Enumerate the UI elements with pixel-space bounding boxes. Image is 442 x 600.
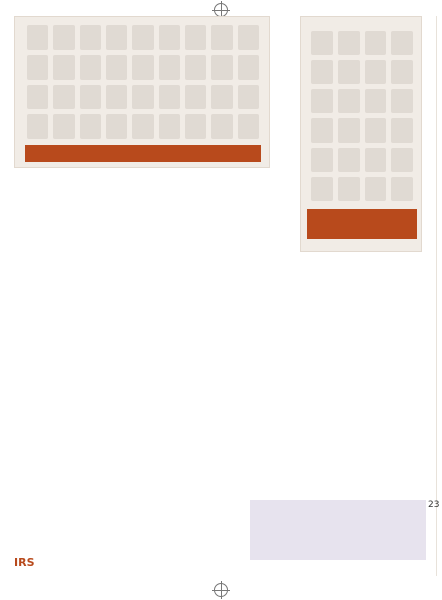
figure-a-caption	[25, 145, 261, 162]
glyph-cell	[106, 55, 127, 80]
glyph-cell	[365, 60, 387, 84]
glyph-cell	[132, 25, 153, 50]
glyph-cell	[53, 85, 74, 110]
glyph-cell	[338, 177, 360, 201]
english-abstract	[250, 500, 426, 560]
glyph-cell	[238, 85, 259, 110]
glyph-cell	[106, 25, 127, 50]
glyph-cell	[106, 85, 127, 110]
glyph-cell	[311, 177, 333, 201]
literature-list	[280, 424, 426, 494]
glyph-cell	[27, 55, 48, 80]
glyph-cell	[185, 25, 206, 50]
glyph-cell	[132, 55, 153, 80]
glyph-cell	[211, 25, 232, 50]
glyph-cell	[27, 85, 48, 110]
body-column-1	[14, 172, 270, 494]
glyph-cell	[185, 55, 206, 80]
glyph-cell	[53, 55, 74, 80]
glyph-cell	[27, 114, 48, 139]
glyph-cell	[27, 25, 48, 50]
glyph-cell	[185, 114, 206, 139]
glyph-cell	[132, 114, 153, 139]
registration-mark-top	[214, 3, 228, 17]
glyph-cell	[53, 114, 74, 139]
glyph-cell	[132, 85, 153, 110]
glyph-grid-a	[27, 25, 259, 139]
glyph-cell	[338, 60, 360, 84]
page-number: 23	[428, 500, 440, 510]
margin-rule	[436, 16, 437, 576]
figure-b-caption	[307, 209, 417, 239]
glyph-cell	[311, 60, 333, 84]
glyph-cell	[211, 114, 232, 139]
glyph-cell	[80, 114, 101, 139]
glyph-cell	[185, 85, 206, 110]
glyph-cell	[338, 118, 360, 142]
glyph-cell	[80, 55, 101, 80]
glyph-cell	[311, 148, 333, 172]
glyph-cell	[311, 89, 333, 113]
glyph-cell	[365, 177, 387, 201]
glyph-table-a	[14, 16, 270, 168]
glyph-cell	[238, 114, 259, 139]
glyph-cell	[159, 55, 180, 80]
glyph-cell	[159, 114, 180, 139]
glyph-cell	[365, 89, 387, 113]
glyph-cell	[311, 118, 333, 142]
glyph-cell	[391, 31, 413, 55]
glyph-cell	[159, 25, 180, 50]
glyph-cell	[211, 85, 232, 110]
glyph-cell	[238, 25, 259, 50]
glyph-cell	[365, 31, 387, 55]
glyph-cell	[238, 55, 259, 80]
glyph-cell	[338, 89, 360, 113]
glyph-cell	[53, 25, 74, 50]
glyph-cell	[391, 177, 413, 201]
glyph-cell	[365, 148, 387, 172]
glyph-cell	[391, 148, 413, 172]
glyph-grid-b	[311, 31, 413, 201]
glyph-cell	[211, 55, 232, 80]
glyph-cell	[391, 89, 413, 113]
glyph-table-b	[300, 16, 422, 252]
glyph-cell	[80, 25, 101, 50]
glyph-cell	[365, 118, 387, 142]
glyph-cell	[80, 85, 101, 110]
glyph-cell	[106, 114, 127, 139]
glyph-cell	[159, 85, 180, 110]
glyph-cell	[311, 31, 333, 55]
glyph-cell	[391, 60, 413, 84]
glyph-cell	[338, 31, 360, 55]
glyph-cell	[338, 148, 360, 172]
body-column-2-top	[280, 16, 296, 252]
magazine-logo: IRS	[14, 556, 35, 569]
registration-mark-bottom	[214, 583, 228, 597]
glyph-cell	[391, 118, 413, 142]
